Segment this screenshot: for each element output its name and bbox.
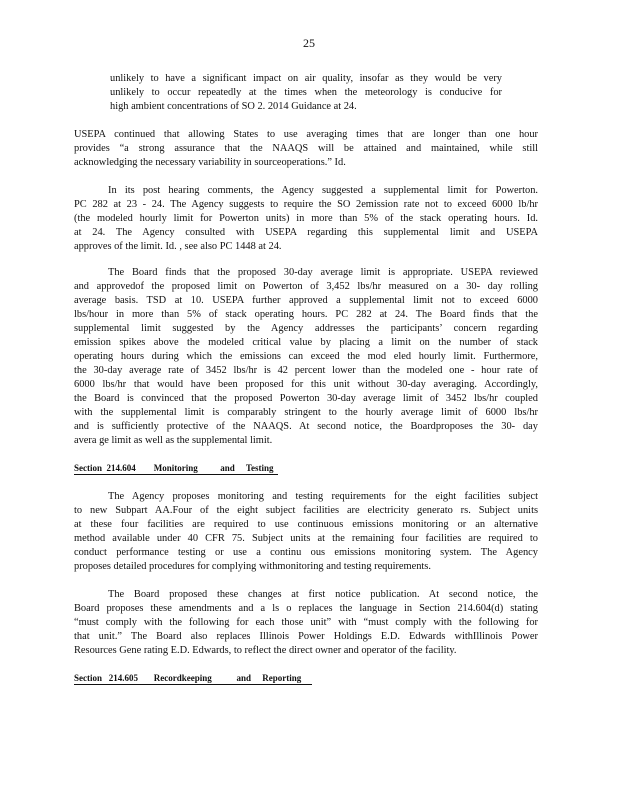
para3-line: avera ge limit as well as the supplemental limit. xyxy=(74,435,273,446)
quote_lines-line: unlikely to occur repeatedly at the times when the meteorology is conducive for xyxy=(110,87,502,98)
para5-line: “must comply with the following for each those unit” with “must comply with the following for xyxy=(74,617,538,628)
para5-line: that unit.” The Board also replaces Illinois Power Holdings E.D. Edwards withIllinois Power xyxy=(74,631,538,642)
para3-line: the Board is convinced that the proposed Powerton 30-day average limit of 3452 lbs/hr coupled xyxy=(74,393,538,404)
para3-line: The Board finds that the proposed 30-day average limit is appropriate. USEPA reviewed xyxy=(108,267,538,278)
para2-line: PC 282 at 23 - 24. The Agency suggests to require the SO 2emission rate not to exceed 6000 lb/hr xyxy=(74,199,538,210)
section-heading: Section 214.605 Recordkeeping and Reporting xyxy=(74,672,312,685)
para2-line: at 24. The Agency consulted with USEPA regarding this supplemental limit and USEPA xyxy=(74,227,538,238)
para3-line: 6000 lbs/hr that would have been proposed for this unit without 30-day averaging. Accordingly, xyxy=(74,379,538,390)
para2-line: (the modeled hourly limit for Powerton units) in more than 5% of the stack operating hours. Id. xyxy=(74,213,538,224)
para4-line: proposes detailed procedures for complying withmonitoring and testing requirements. xyxy=(74,561,431,572)
para4-line: to new Subpart AA.Four of the eight subject facilities are electricity generato rs. Subject units xyxy=(74,505,538,516)
para1-line: USEPA continued that allowing States to use averaging times that are longer than one hour xyxy=(74,129,538,140)
page-number: 25 xyxy=(303,36,315,50)
para3-line: average basis. TSD at 10. USEPA further approved a supplemental limit not to exceed 6000 xyxy=(74,295,538,306)
para4-line: at these four facilities are required to use continuous emissions monitoring or an alternative xyxy=(74,519,538,530)
para5-line: Board proposes these amendments and a ls o replaces the language in Section 214.604(d) stating xyxy=(74,603,538,614)
para3-line: and is sufficiently protective of the NAAQS. At second notice, the Boardproposes the 30- day xyxy=(74,421,538,432)
para3-line: the 30-day average rate of 3452 lbs/hr is 42 percent lower than the modeled one - hour rate of xyxy=(74,365,538,376)
para4-line: The Agency proposes monitoring and testing requirements for the eight facilities subject xyxy=(108,491,538,502)
para1-line: acknowledging the necessary variability in sourceoperations.” Id. xyxy=(74,157,346,168)
para4-line: method available under 40 CFR 75. Subject units at the remaining four facilities are required to xyxy=(74,533,538,544)
para5-line: The Board proposed these changes at first notice publication. At second notice, the xyxy=(108,589,538,600)
para2-line: approves of the limit. Id. , see also PC 1448 at 24. xyxy=(74,241,282,252)
para3-line: operating hours during which the emissions can exceed the mod eled hourly limit. Furthermore, xyxy=(74,351,538,362)
para2-line: In its post hearing comments, the Agency suggested a supplemental limit for Powerton. xyxy=(108,185,538,196)
para4-line: conduct performance testing or use a continu ous emissions monitoring system. The Agency xyxy=(74,547,538,558)
para3-line: and approvedof the proposed limit on Powerton of 3,452 lbs/hr measured on a 30- day rolling xyxy=(74,281,538,292)
section-heading: Section 214.604 Monitoring and Testing xyxy=(74,462,278,475)
para3-line: supplemental limit suggested by the Agency addresses the participants’ concern regarding xyxy=(74,323,538,334)
para3-line: lbs/hour in more than 5% of stack operating hours. PC 282 at 24. The Board finds that the xyxy=(74,309,538,320)
para5-line: Resources Gene rating E.D. Edwards, to reflect the direct owner and operator of the facility. xyxy=(74,645,457,656)
quote_lines-line: unlikely to have a significant impact on air quality, insofar as they would be very xyxy=(110,73,502,84)
para3-line: with the supplemental limit is comparably stringent to the hourly average limit of 6000 lbs/hr xyxy=(74,407,538,418)
para1-line: provides “a strong assurance that the NAAQS will be attained and maintained, while still xyxy=(74,143,538,154)
quote_lines-line: high ambient concentrations of SO 2. 2014 Guidance at 24. xyxy=(110,101,357,112)
para3-line: emission spikes above the modeled critical value by placing a limit on the number of stack xyxy=(74,337,538,348)
